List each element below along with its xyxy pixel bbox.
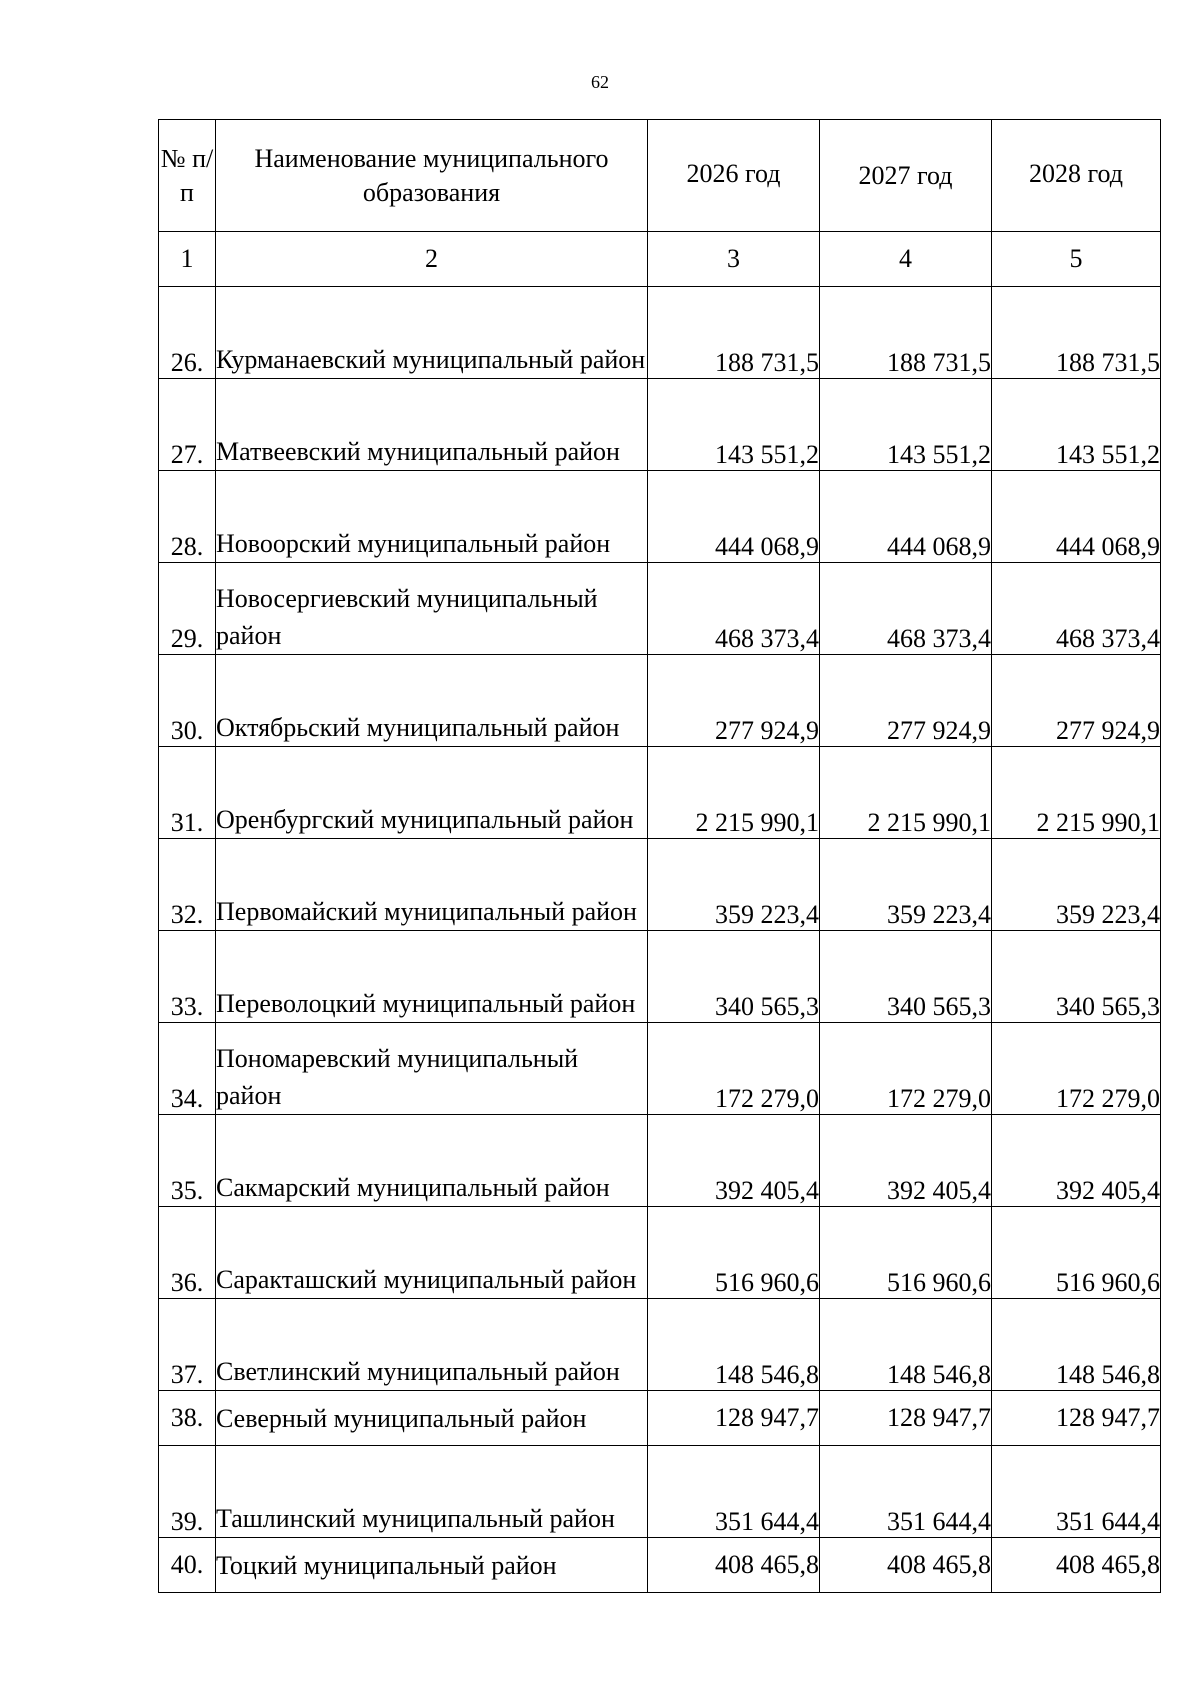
value-2028: 444 068,9 — [992, 471, 1161, 563]
value-2026: 143 551,2 — [648, 379, 820, 471]
table-row — [159, 1391, 1161, 1446]
table-row — [159, 1446, 1161, 1538]
row-number: 27. — [159, 379, 216, 471]
budget-table — [158, 119, 1161, 1593]
row-number: 30. — [159, 655, 216, 747]
value-2027: 188 731,5 — [820, 287, 992, 379]
value-2028: 392 405,4 — [992, 1115, 1161, 1207]
column-index-row — [159, 232, 1161, 287]
municipality-name: Тоцкий муниципальный район — [216, 1538, 648, 1593]
value-2026: 148 546,8 — [648, 1299, 820, 1391]
value-2028: 516 960,6 — [992, 1207, 1161, 1299]
municipality-name: Пономаревский муниципальный район — [216, 1023, 648, 1115]
column-index: 3 — [648, 232, 820, 287]
table-row — [159, 1538, 1161, 1593]
value-2026: 408 465,8 — [648, 1538, 820, 1593]
value-2027: 340 565,3 — [820, 931, 992, 1023]
value-2027: 516 960,6 — [820, 1207, 992, 1299]
value-2026: 516 960,6 — [648, 1207, 820, 1299]
table-row — [159, 1115, 1161, 1207]
value-2026: 351 644,4 — [648, 1446, 820, 1538]
municipality-name: Ташлинский муниципальный район — [216, 1446, 648, 1538]
value-2027: 359 223,4 — [820, 839, 992, 931]
table-row — [159, 1299, 1161, 1391]
value-2026: 468 373,4 — [648, 563, 820, 655]
value-2026: 340 565,3 — [648, 931, 820, 1023]
header-year-2028: 2028 год — [992, 120, 1161, 232]
municipality-name: Переволоцкий муниципальный район — [216, 931, 648, 1023]
value-2027: 351 644,4 — [820, 1446, 992, 1538]
header-name: Наименование муниципального образования — [216, 120, 648, 232]
value-2028: 2 215 990,1 — [992, 747, 1161, 839]
row-number: 37. — [159, 1299, 216, 1391]
header-row — [159, 120, 1161, 232]
value-2028: 277 924,9 — [992, 655, 1161, 747]
value-2026: 172 279,0 — [648, 1023, 820, 1115]
municipality-name: Новосергиевский муниципальный район — [216, 563, 648, 655]
page-number: 62 — [591, 72, 609, 92]
row-number: 33. — [159, 931, 216, 1023]
header-year-2027: 2027 год — [820, 120, 992, 232]
value-2027: 444 068,9 — [820, 471, 992, 563]
value-2026: 359 223,4 — [648, 839, 820, 931]
value-2027: 148 546,8 — [820, 1299, 992, 1391]
row-number: 38. — [159, 1391, 216, 1446]
value-2028: 340 565,3 — [992, 931, 1161, 1023]
value-2027: 128 947,7 — [820, 1391, 992, 1446]
column-index: 2 — [216, 232, 648, 287]
municipality-name: Октябрьский муниципальный район — [216, 655, 648, 747]
value-2027: 277 924,9 — [820, 655, 992, 747]
row-number: 32. — [159, 839, 216, 931]
value-2028: 128 947,7 — [992, 1391, 1161, 1446]
table-row — [159, 1207, 1161, 1299]
value-2026: 2 215 990,1 — [648, 747, 820, 839]
municipality-name: Оренбургский муниципальный район — [216, 747, 648, 839]
value-2027: 2 215 990,1 — [820, 747, 992, 839]
value-2027: 468 373,4 — [820, 563, 992, 655]
row-number: 26. — [159, 287, 216, 379]
value-2028: 188 731,5 — [992, 287, 1161, 379]
value-2027: 172 279,0 — [820, 1023, 992, 1115]
value-2028: 172 279,0 — [992, 1023, 1161, 1115]
row-number: 29. — [159, 563, 216, 655]
municipality-name: Новоорский муниципальный район — [216, 471, 648, 563]
row-number: 35. — [159, 1115, 216, 1207]
table-row — [159, 839, 1161, 931]
column-index: 1 — [159, 232, 216, 287]
value-2028: 351 644,4 — [992, 1446, 1161, 1538]
value-2028: 408 465,8 — [992, 1538, 1161, 1593]
table-row — [159, 931, 1161, 1023]
value-2026: 277 924,9 — [648, 655, 820, 747]
row-number: 36. — [159, 1207, 216, 1299]
value-2028: 148 546,8 — [992, 1299, 1161, 1391]
table-row — [159, 747, 1161, 839]
value-2028: 143 551,2 — [992, 379, 1161, 471]
row-number: 40. — [159, 1538, 216, 1593]
municipality-name: Светлинский муниципальный район — [216, 1299, 648, 1391]
column-index: 5 — [992, 232, 1161, 287]
row-number: 39. — [159, 1446, 216, 1538]
value-2027: 143 551,2 — [820, 379, 992, 471]
value-2026: 392 405,4 — [648, 1115, 820, 1207]
value-2028: 468 373,4 — [992, 563, 1161, 655]
row-number: 31. — [159, 747, 216, 839]
municipality-name: Саракташский муниципальный район — [216, 1207, 648, 1299]
row-number: 34. — [159, 1023, 216, 1115]
header-year-2026: 2026 год — [648, 120, 820, 232]
value-2027: 408 465,8 — [820, 1538, 992, 1593]
value-2026: 128 947,7 — [648, 1391, 820, 1446]
value-2027: 392 405,4 — [820, 1115, 992, 1207]
value-2028: 359 223,4 — [992, 839, 1161, 931]
municipality-name: Сакмарский муниципальный район — [216, 1115, 648, 1207]
row-number: 28. — [159, 471, 216, 563]
table-row — [159, 471, 1161, 563]
table-row — [159, 1023, 1161, 1115]
table-row — [159, 379, 1161, 471]
municipality-name: Курманаевский муниципальный район — [216, 287, 648, 379]
municipality-name: Первомайский муниципальный район — [216, 839, 648, 931]
table-row — [159, 563, 1161, 655]
municipality-name: Северный муниципальный район — [216, 1391, 648, 1446]
table-row — [159, 287, 1161, 379]
header-num: № п/п — [159, 120, 216, 232]
table-row — [159, 655, 1161, 747]
value-2026: 444 068,9 — [648, 471, 820, 563]
column-index: 4 — [820, 232, 992, 287]
municipality-name: Матвеевский муниципальный район — [216, 379, 648, 471]
value-2026: 188 731,5 — [648, 287, 820, 379]
